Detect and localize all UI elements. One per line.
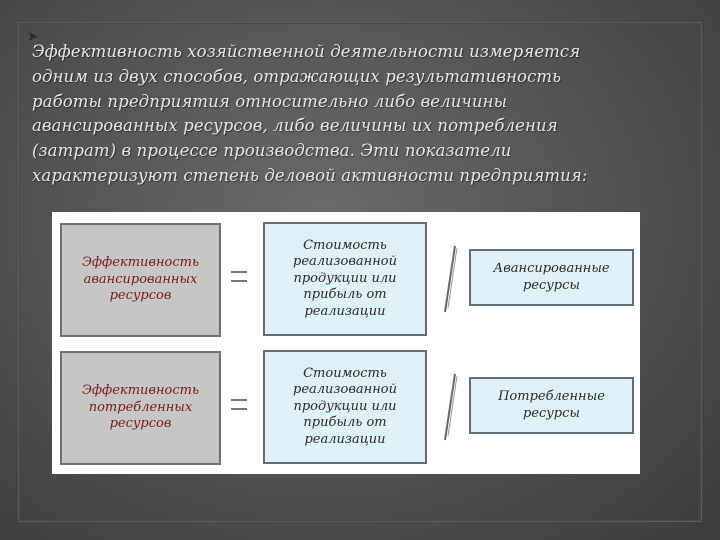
- paragraph-line: Эффективность хозяйственной деятельности измеряется: [32, 42, 581, 61]
- box-text-line: Потребленные: [498, 389, 605, 404]
- box-text-line: Стоимость: [303, 365, 387, 381]
- box-text-line: реализованной: [293, 382, 397, 398]
- division-slash: [440, 244, 460, 314]
- box-text-line: продукции или: [293, 398, 397, 414]
- division-slash: [440, 372, 460, 442]
- box-text-line: авансированных: [83, 271, 198, 287]
- box-text-line: прибыль от: [303, 287, 387, 303]
- box-text-line: ресурсы: [522, 277, 580, 293]
- box-text-line: реализованной: [293, 254, 397, 270]
- revenue-or-profit-box: [263, 222, 427, 336]
- box-text-line: ресурсов: [109, 288, 172, 304]
- box-text-line: прибыль от: [303, 415, 387, 431]
- box-text-line: реализации: [304, 303, 386, 319]
- box-text-line: Авансированные: [493, 261, 610, 276]
- paragraph-line: авансированных ресурсов, либо величины их потребления: [32, 116, 558, 136]
- paragraph-line: (затрат) в процессе производства. Эти показатели: [32, 141, 512, 161]
- box-text-line: Эффективность: [81, 255, 200, 271]
- revenue-or-profit-box: [263, 350, 427, 464]
- paragraph-line: работы предприятия относительно либо величины: [32, 91, 508, 111]
- consumed-resources-box: [469, 377, 634, 434]
- intro-paragraph: [32, 40, 672, 189]
- paragraph-line: одним из двух способов, отражающих результативность: [32, 66, 562, 86]
- equals-sign: [231, 393, 253, 417]
- corner-bullet-icon: ➤: [27, 29, 39, 45]
- box-text-line: ресурсы: [522, 405, 580, 421]
- paragraph-line: характеризуют степень деловой активности предприятия:: [32, 165, 588, 185]
- efficiency-diagram: [52, 212, 640, 474]
- advanced-resources-box: [469, 249, 634, 306]
- equals-sign: [231, 265, 253, 289]
- box-text-line: продукции или: [293, 270, 397, 286]
- box-text-line: Эффективность: [81, 383, 200, 399]
- formula-row-consumed: [52, 346, 640, 470]
- formula-row-advanced: [52, 218, 640, 342]
- consumed-efficiency-box: [60, 351, 221, 465]
- box-text-line: Стоимость: [303, 237, 387, 253]
- box-text-line: реализации: [304, 431, 386, 447]
- advanced-efficiency-box: [60, 223, 221, 337]
- box-text-line: потребленных: [88, 399, 193, 415]
- box-text-line: ресурсов: [109, 416, 172, 432]
